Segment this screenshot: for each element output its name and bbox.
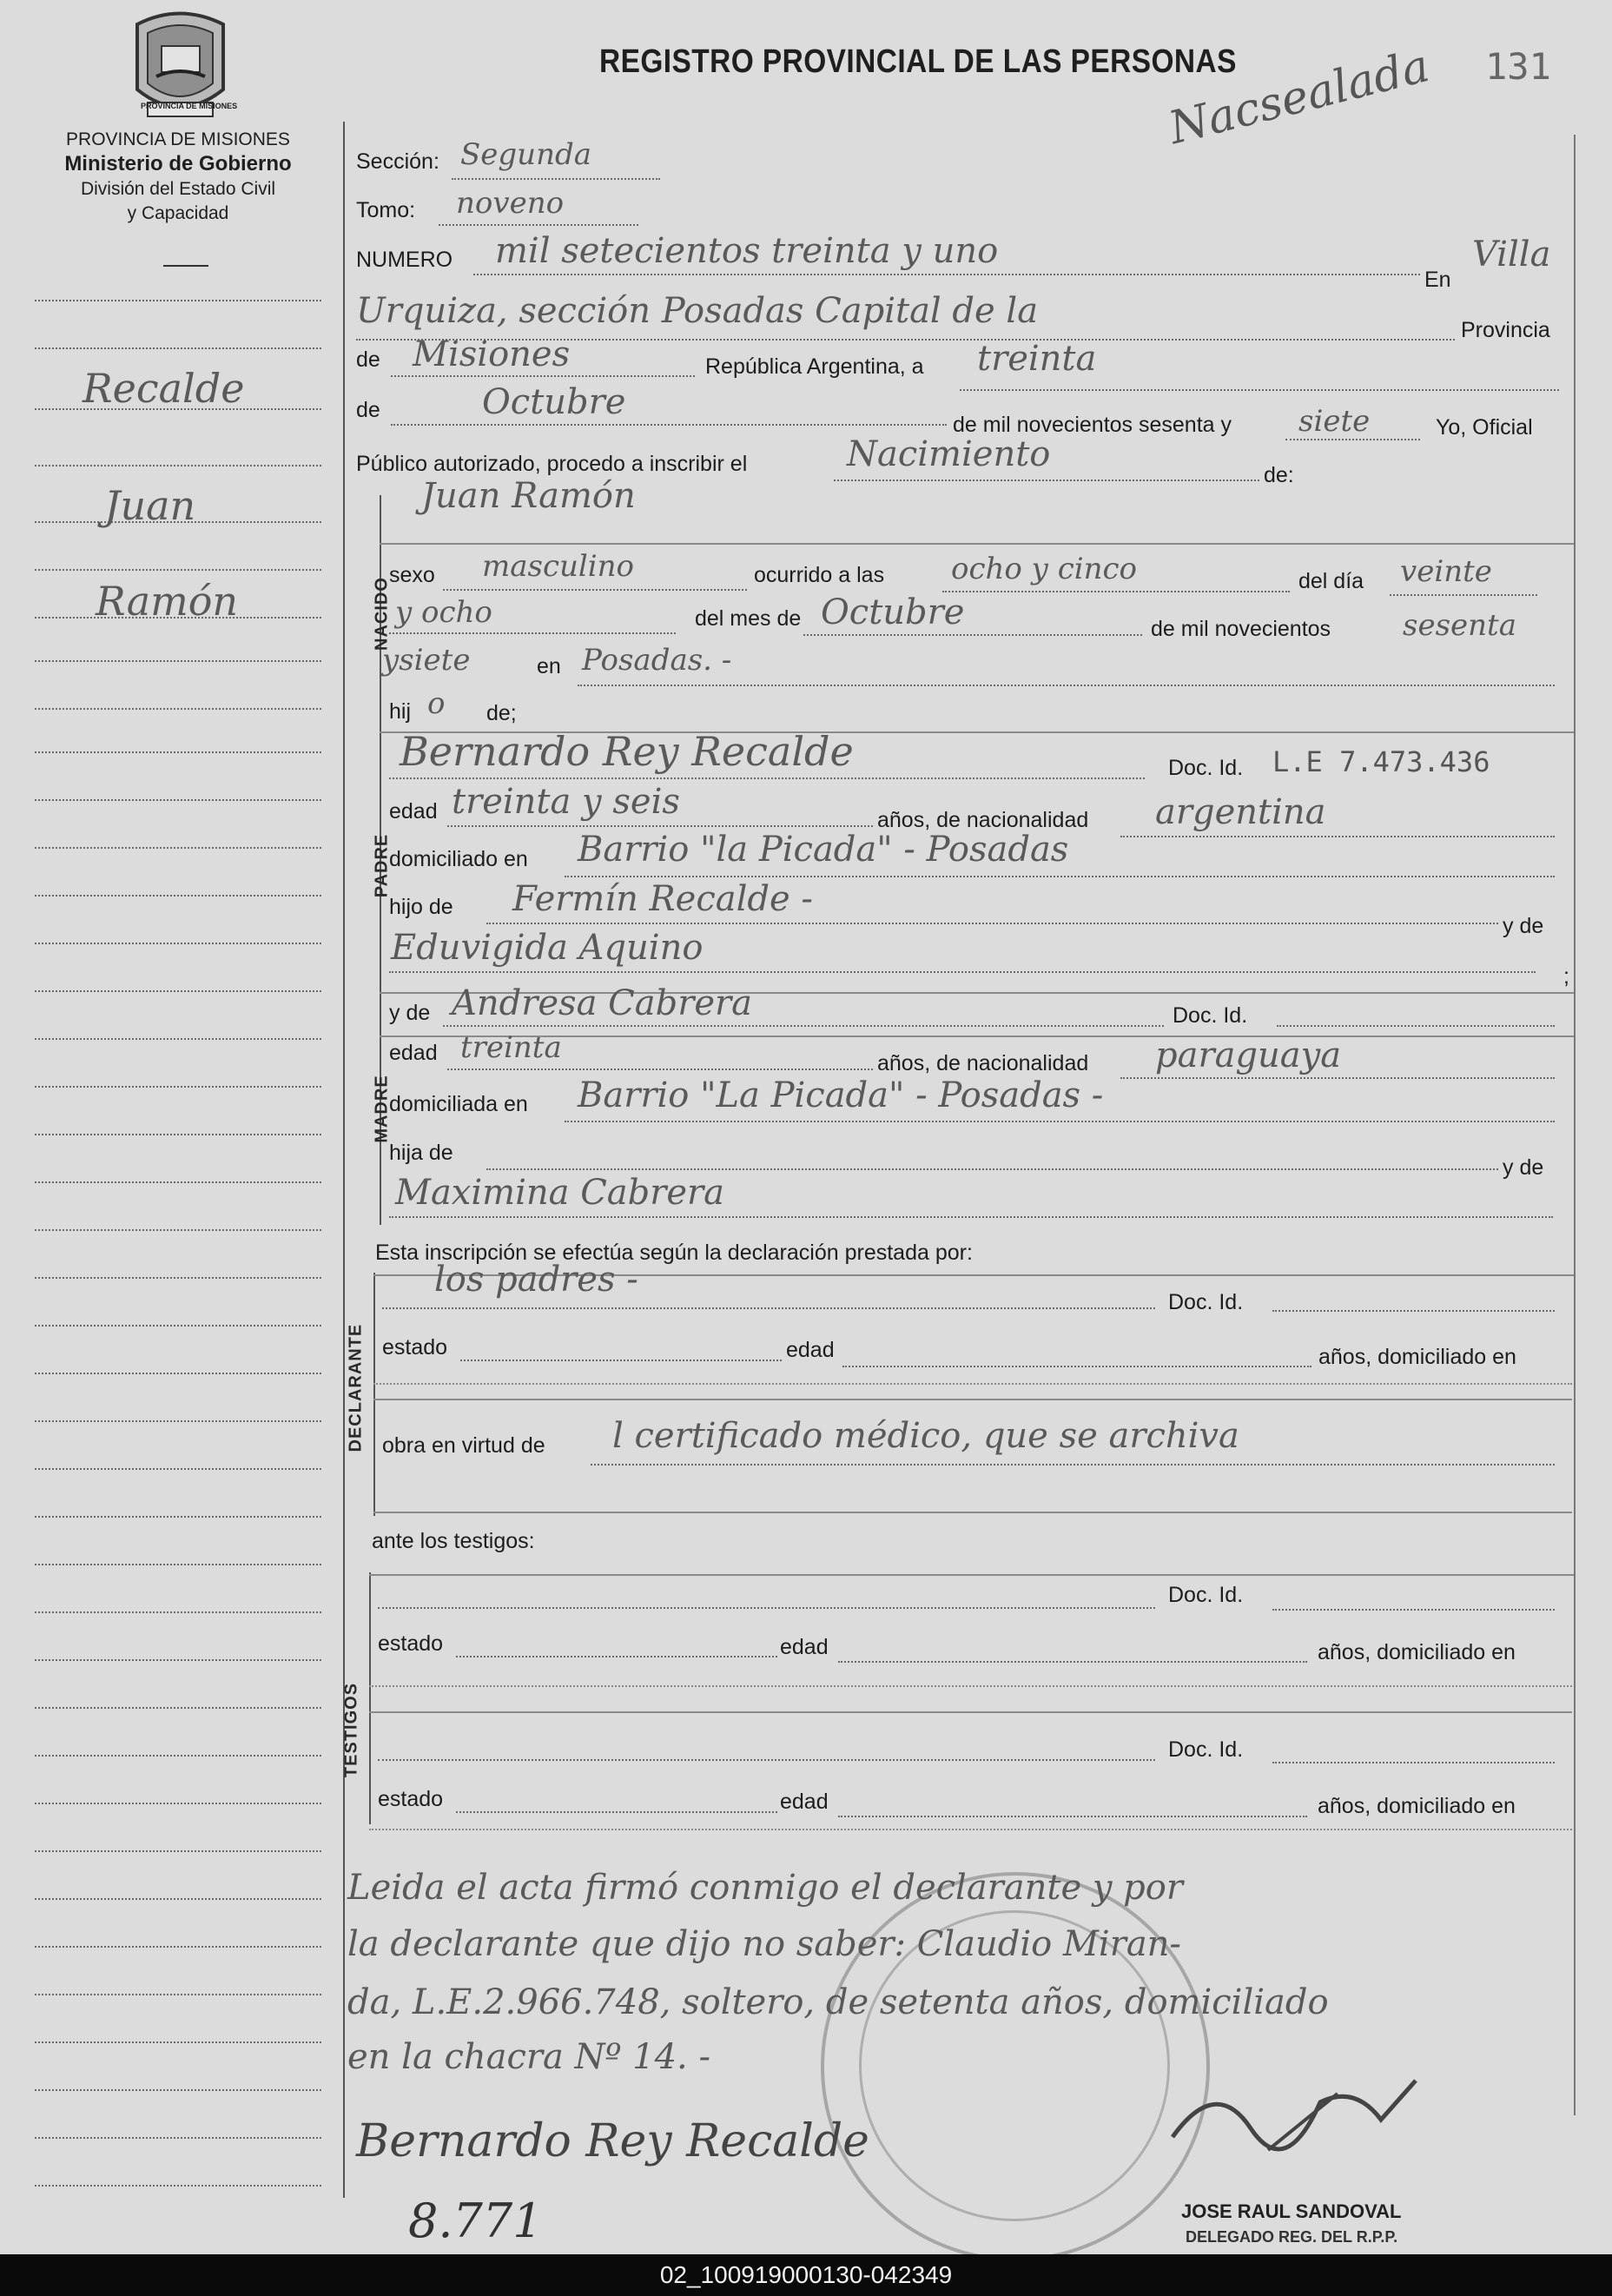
madre-edad-value: treinta — [460, 1030, 562, 1065]
de-colon-label: de: — [1264, 463, 1294, 487]
ministry-block — [17, 129, 339, 226]
padre-nac-label: años, de nacionalidad — [877, 808, 1089, 832]
margin-note-second-name: Ramón — [96, 578, 239, 625]
padre-nac-value: argentina — [1155, 792, 1326, 832]
madre-y-de-2-label: y de — [1503, 1155, 1544, 1180]
declarante-name: los padres - — [434, 1260, 638, 1300]
day-value: treinta — [977, 339, 1097, 379]
testigo1-edad-label: edad — [780, 1635, 829, 1659]
seal-lettering: PROVINCIA DE MISIONES — [141, 102, 238, 110]
acto-value: Nacimiento — [847, 434, 1051, 474]
seccion-label: Sección: — [356, 149, 439, 174]
declarante-edad-label: edad — [786, 1338, 835, 1362]
place-value: Urquiza, sección Posadas Capital de la — [356, 291, 1039, 331]
scan-id-footer: 02_100919000130-042349 — [0, 2254, 1612, 2296]
declarante-side-label: DECLARANTE — [346, 1323, 366, 1452]
dia-value-2: y ocho — [395, 595, 492, 630]
oficial-label: Yo, Oficial — [1436, 415, 1533, 440]
padre-side-label: PADRE — [372, 833, 392, 898]
closing-line-3: da, L.E.2.966.748, soltero, de setenta años, domiciliado — [347, 1982, 1329, 2022]
right-margin-rule — [1574, 135, 1576, 2115]
nacido-name: Juan Ramón — [421, 476, 636, 516]
lugar-value: Posadas. - — [582, 643, 732, 678]
madre-dom-label: domiciliada en — [389, 1092, 528, 1116]
official-name-stamp: JOSE RAUL SANDOVAL — [1181, 2200, 1402, 2222]
closing-line-2: la declarante que dijo no saber: Claudio Miran- — [347, 1924, 1181, 1964]
testigo2-estado-label: estado — [378, 1787, 444, 1811]
madre-dom-value: Barrio "La Picada" - Posadas - — [578, 1075, 1104, 1115]
declarant-signature: Bernardo Rey Recalde — [356, 2115, 869, 2167]
madre-doc-label: Doc. Id. — [1173, 1003, 1248, 1028]
closing-line-4: en la chacra Nº 14. - — [347, 2037, 710, 2077]
hij-label: hij — [389, 699, 412, 724]
division-line-2: y Capacidad — [127, 203, 229, 223]
month-value: Octubre — [482, 382, 626, 422]
de-label: de — [356, 347, 380, 372]
anio-value: sesenta — [1403, 608, 1516, 643]
testigo2-domicilio-label: años, domiciliado en — [1318, 1794, 1516, 1818]
margin-note-first-name: Juan — [104, 482, 196, 529]
declarante-obra-label: obra en virtud de — [382, 1433, 545, 1458]
left-margin-rule — [343, 122, 345, 2198]
declarante-obra-value: l certificado médico, que se archiva — [612, 1416, 1239, 1456]
declarante-doc-label: Doc. Id. — [1168, 1290, 1244, 1314]
closing-line-1: Leida el acta firmó conmigo el declarante y por — [347, 1868, 1183, 1908]
official-signature-scribble — [1164, 2068, 1424, 2163]
year-value: siete — [1298, 404, 1371, 439]
tomo-value: noveno — [456, 186, 565, 221]
province-name: PROVINCIA DE MISIONES — [66, 129, 290, 149]
padre-hijo-value: Fermín Recalde - — [512, 879, 813, 919]
hij-de-label: de; — [486, 701, 517, 725]
bottom-handwritten-number: 8.771 — [408, 2193, 543, 2248]
ministry-divider — [163, 265, 208, 267]
declarante-domicilio-label: años, domiciliado en — [1318, 1345, 1516, 1369]
madre-hija-label: hija de — [389, 1141, 453, 1165]
madre-side-label: MADRE — [372, 1075, 392, 1143]
provincia-label: Provincia — [1461, 318, 1550, 342]
testigo1-domicilio-label: años, domiciliado en — [1318, 1640, 1516, 1664]
de-label-2: de — [356, 398, 380, 422]
tomo-label: Tomo: — [356, 198, 416, 222]
en-label: En — [1424, 268, 1451, 292]
del-dia-label: del día — [1298, 569, 1364, 593]
republica-label: República Argentina, a — [705, 354, 924, 379]
year-label: de mil novecientos sesenta y — [953, 413, 1232, 437]
publico-label: Público autorizado, procedo a inscribir el — [356, 452, 748, 476]
seccion-value: Segunda — [460, 137, 592, 172]
ministry-name: Ministerio de Gobierno — [64, 152, 292, 175]
province-value: Misiones — [413, 334, 571, 374]
madre-madre-value: Maximina Cabrera — [395, 1173, 725, 1213]
declarante-intro: Esta inscripción se efectúa según la declaración prestada por: — [375, 1241, 973, 1265]
official-title-stamp: DELEGADO REG. DEL R.P.P. — [1186, 2228, 1398, 2246]
padre-edad-value: treinta y seis — [452, 782, 680, 822]
padre-dom-label: domiciliado en — [389, 847, 528, 871]
hora-value: ocho y cinco — [951, 552, 1138, 586]
madre-y-de-label: y de — [389, 1001, 431, 1025]
padre-doc-label: Doc. Id. — [1168, 756, 1244, 780]
madre-name: Andresa Cabrera — [452, 983, 752, 1023]
madre-nac-value: paraguaya — [1155, 1036, 1342, 1075]
ocurrido-label: ocurrido a las — [754, 563, 885, 587]
testigo2-edad-label: edad — [780, 1790, 829, 1814]
padre-hijo-label: hijo de — [389, 895, 453, 919]
nacido-side-label: NACIDO — [372, 577, 392, 651]
division-line-1: División del Estado Civil — [80, 179, 276, 199]
padre-dom-value: Barrio "la Picada" - Posadas — [578, 830, 1069, 870]
testigos-side-label: TESTIGOS — [341, 1682, 361, 1778]
testigo2-doc-label: Doc. Id. — [1168, 1737, 1244, 1762]
margin-note-surname: Recalde — [83, 365, 245, 412]
numero-label: NUMERO — [356, 248, 453, 272]
padre-y-de-label: y de — [1503, 914, 1544, 938]
padre-name: Bernardo Rey Recalde — [400, 728, 854, 775]
mes-value: Octubre — [821, 592, 965, 632]
numero-value: mil setecientos treinta y uno — [495, 231, 999, 271]
en-value: Villa — [1472, 235, 1551, 275]
declarante-estado-label: estado — [382, 1335, 448, 1360]
anio-value-2: ysiete — [382, 643, 471, 678]
en-place-label: en — [537, 654, 561, 678]
testigo1-doc-label: Doc. Id. — [1168, 1583, 1244, 1607]
padre-edad-label: edad — [389, 799, 438, 824]
madre-edad-label: edad — [389, 1041, 438, 1065]
padre-doc-value: L.E 7.473.436 — [1272, 745, 1490, 778]
testigos-intro: ante los testigos: — [372, 1529, 535, 1553]
padre-semicolon: ; — [1563, 964, 1569, 989]
testigo1-estado-label: estado — [378, 1631, 444, 1656]
padre-madre-value: Eduvigida Aquino — [391, 928, 704, 968]
hij-value: o — [427, 686, 446, 721]
folio-number: 131 — [1485, 45, 1551, 88]
top-annotation: Nacsealada — [1164, 39, 1435, 155]
mil-label: de mil novecientos — [1151, 617, 1331, 641]
registry-title: REGISTRO PROVINCIAL DE LAS PERSONAS — [599, 43, 1237, 80]
dia-value: veinte — [1400, 554, 1492, 589]
mes-label: del mes de — [695, 606, 802, 631]
madre-nac-label: años, de nacionalidad — [877, 1051, 1089, 1075]
sexo-value: masculino — [482, 549, 635, 584]
sexo-label: sexo — [389, 563, 435, 587]
